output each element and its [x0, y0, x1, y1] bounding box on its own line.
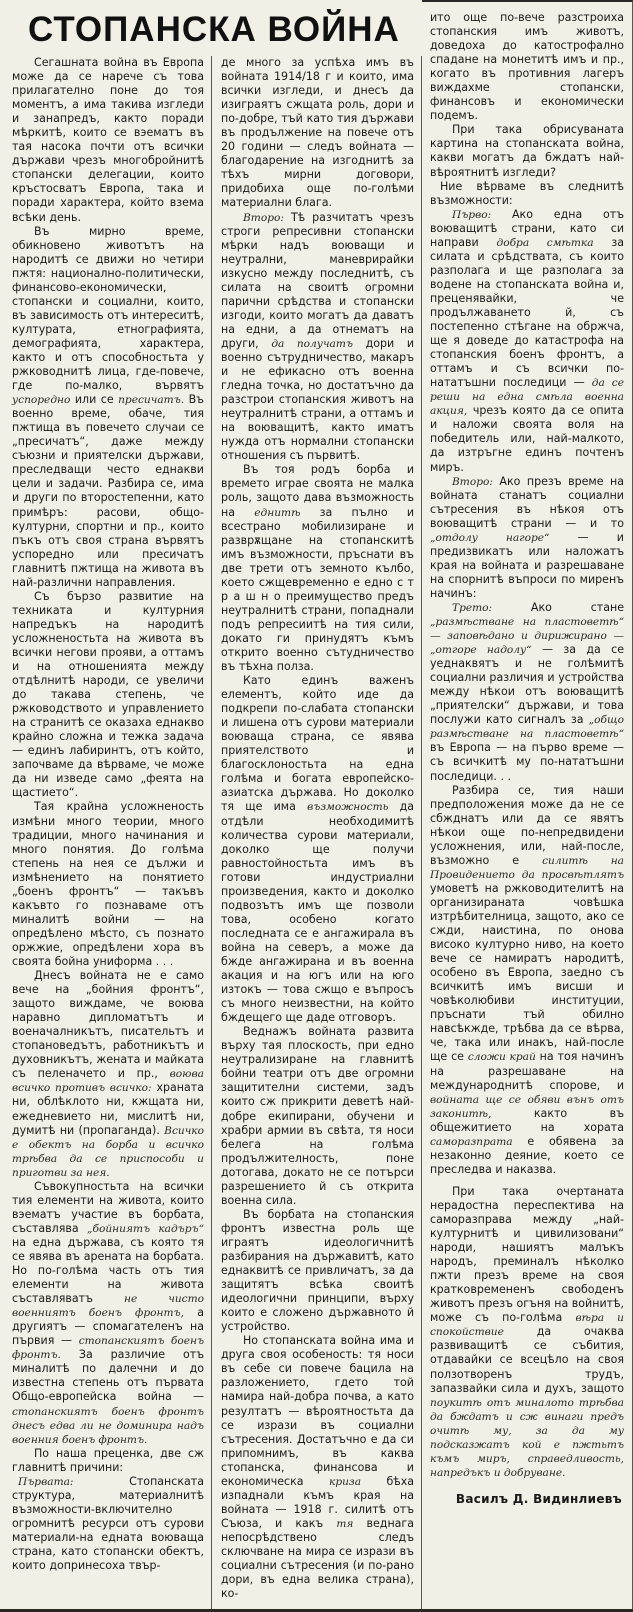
emphasis: да се реши на една смѣла военна акция, [430, 377, 624, 418]
emphasis: Трето: [452, 601, 493, 614]
paragraph: Съ бързо развитие на техниката и културния напредъкъ на народитѣ усложненостьта на живота въ всички негови прояви, а оттамъ и на отношенията между отдѣлнитѣ народи, се увеличи до такава степень, че ржководството и управлението на странитѣ се оказаха еднакво крайно сложна и тежка задача — единъ лабиринтъ, отъ който, започваме да вѣрваме, че може да ни изведе само „феята на щастието“. [12, 589, 204, 800]
emphasis: саморазпрата [430, 1135, 513, 1148]
article-column-2 [212, 56, 422, 1609]
emphasis: стопанскиятъ боенъ фронтъ. [12, 1335, 205, 1362]
emphasis: Второ: [452, 475, 493, 488]
text-run: да очаква развиващитѣ се събития, отдавайки се всецѣло на своя ползотворенъ трудъ, запазвайки сила и духъ, защото [430, 1325, 624, 1395]
text-run: за силата и срѣдствата, съ които разполага и ще разполага за водене на стопанската война и, преценявайки, че продължаването й, съ постепенно стѣгане на обржча, ще я доведе до катастрофа на стопанския боенъ фронтъ, а оттамъ и съ всички по-нататъшни последици — [430, 235, 624, 390]
article-column-1 [0, 56, 212, 1609]
paragraph [12, 1180, 204, 1447]
emphasis: „общо размѣстване на пластоветѣ“ [430, 714, 624, 741]
text-run: а другиятъ — спомагателенъ на първия — [12, 1306, 204, 1348]
emphasis: тя [336, 1517, 354, 1530]
text-run: чрезъ която да се опита и наложи своята воля на победитель или, най-малкото, да изтръгне единъ почтенъ миръ. [430, 404, 624, 474]
emphasis: успоредно [12, 394, 71, 407]
paragraph [221, 674, 414, 1025]
emphasis: воюва всичко противъ всичко: [12, 1068, 204, 1095]
text-run: умоветѣ на ржководителитѣ на организираната човѣшка изтрѣбителница, защото, ако се сжди, наистина, по онова високо културно ниво, на което вече се намиратъ народитѣ, особено въ Европа, заедно съ всичкитѣ имъ висши и човѣколюбиви институции, пръснати тъй обилно навсѣкжде, трѣбва да се вѣрва, че, така или инакъ, най-после ще се [430, 881, 624, 1064]
text-run: Разбира се, тия наши предположения може да не се сбжднатъ или да се явятъ нѣкои още по-непредвидени усложнения, или, най-после, възможно е [430, 783, 624, 867]
text-run: Стопанската структура, материалнитѣ възможности-включително огромнитѣ ресурси отъ сурови материали-на едната воюваща страна, като стопански обектъ, които допринесоха твър- [12, 1474, 204, 1573]
text-run: Въ тоя родъ борба и времето играе своята не малка роль, защото дава възможность на [221, 463, 414, 519]
emphasis: сложи край [467, 1051, 536, 1064]
text-run: Ако презъ време на войната станатъ социални сътресения въ нѣкоя отъ воюващитѣ страни — и то [430, 474, 624, 530]
text-run: — и предизвикатъ или наложатъ края на войната и разрешаване на спорнитѣ въпроси по миренъ начинъ: [430, 530, 624, 600]
text-run: да отдѣли необходимитѣ количества сурови материали, доколко ще получи равностойностьта имъ въ готови индустриални произведения, както и доколко подвозътъ имъ ще позволи това, особено когато последната се е ангажирала въ война на северъ, а може да бжде ангажирана и въ военна акация и на югъ или на юго изтокъ — това сжщо е въпросъ съ много неизвестни, на който бждещего ще даде отговоръ. [221, 800, 414, 1025]
emphasis: Първата: [18, 1475, 74, 1488]
paragraph [430, 475, 624, 601]
emphasis: Всичко е обектъ на борба и всичко трѣбва да се приспособи и приготви за нея. [12, 1124, 204, 1179]
paragraph [430, 784, 624, 1177]
paragraph: де много за успѣха имъ въ войната 1914/18 г и които, има всички изгледи, и днесъ да изиграятъ сжщата роль, дори и по-добре, тъй като тия държави въ продължение на повече отъ 20 години — следъ войната — благодарение на изгоднитѣ за тѣхъ мирни договори, придобиха още по-голѣми материални блага. [221, 56, 414, 210]
emphasis: „отдолу нагоре“ [430, 531, 550, 544]
paragraph: Веднажъ войната развита върху тая плоскость, при едно неутрализиране на главнитѣ бойни театри отъ две огромни защитителни системи, задъ които сж прикрити деветѣ най-добре екипирани, обучени и храбри армии въ свѣта, тя носи белега на голѣма продължителность, поне дотогава, докато не се потърси разрешението й съ открита военна сила. [221, 1025, 414, 1207]
text-run: веднага непосрѣдствено следъ сключване на мира се изрази въ социални сътресения (и по-рано дори, въ една велика страна), ко- [221, 1516, 415, 1601]
emphasis: Второ: [243, 211, 284, 224]
emphasis: вѣра и спокойствие [430, 1312, 624, 1339]
text-run: Днесъ войната не е само вече на „бойния фронтъ“, защото виждаме, че воюва наравно дипломатътъ и военачалникътъ, писательтъ и стопановедътъ, работникътъ и духовникътъ, жената и майката съ пеленачето и пр., [12, 969, 204, 1081]
paragraph [221, 463, 414, 674]
emphasis: добра смѣтка [496, 236, 594, 249]
text-run: на тоя начинъ на разрешаване на международнитѣ спорове, и [430, 1050, 624, 1092]
emphasis: еднитѣ [254, 506, 301, 519]
text-run: Въ мирно време, обикновено животътъ на народитѣ се движи но четири пжтя: национално-политически, финансово-економически, стопански и социални, които, въ зависимость отъ интереситѣ, културата, етнографията, демографията, характера, както и отъ способностьта у ржководнитѣ лица, где-повече, где по-малко, вървятъ [12, 224, 204, 393]
text-run: е обявена за незаконно деяние, което се преследва и наказва. [430, 1134, 624, 1176]
emphasis: поукитѣ отъ миналото трѣбва да бждатъ и сж винаги предъ очитѣ му, за да му подсказжатъ кой е пжтьтъ къмъ миръ, справедливость, напредъкъ и добруване. [430, 1396, 624, 1479]
paragraph-gap [430, 1177, 624, 1185]
emphasis: стопанскиятъ боенъ фронтъ днесъ едва ли не доминира надъ военния боенъ фронтъ. [12, 1405, 204, 1446]
paragraph: При така обрисуваната картина на стопанската война, какви могатъ да бждатъ най-вѣроятнитѣ изгледи? [430, 123, 624, 179]
text-run: Ако една отъ воюващитѣ страни, като си направи [430, 207, 624, 249]
emphasis: силитѣ на Провидението да просвѣтлятъ [430, 854, 624, 881]
text-run: За различие отъ миналитѣ по далечни и до известна степень отъ първата Общо-европейска война — [12, 1348, 204, 1404]
text-run: бѣха изпаднали къмъ края на войната — 1918 г. силитѣ отъ Съюза, и какъ [221, 1474, 415, 1530]
text-run: както въ общежитието на хората [430, 1106, 625, 1134]
article-column-3 [422, 0, 633, 1609]
paragraph: Сегашната война въ Европа може да се нарече съ това прилагателно поне до тоя моментъ, а има такива изгледи и занапредъ, както поради мѣркитѣ, които се вэематъ въ тая насока почти отъ всички държави чрезъ многобройнитѣ стопански делегации, които кръстосватъ Европа, така и поради характера, който взема всѣки день. [12, 56, 204, 224]
emphasis: „размѣстване на пластоветѣ“ — заповѣдано и дирижирано — „отгоре надолу“ [430, 616, 624, 657]
paragraph [430, 1185, 624, 1480]
paragraph: Тая крайна усложненость измѣни много теории, много традиции, много начинания и много понятия. До голѣма степень на нея се дължи и измѣнението на понятието „боенъ фронтъ“ — такъвъ какъвто го познаваме отъ миналитѣ войни — на опредѣлено мѣсто, съ познато оржжие, опредѣлени хора въ своята бойна униформа . . . [12, 800, 204, 968]
emphasis: възможность [307, 801, 389, 814]
text-run: При така очертаната нерадостна переспектива на саморазправа между „най-културнитѣ и цивилизовани“ народи, нашиятъ малъкъ народъ, преминалъ нѣколко пжти презъ време на своя кратковремененъ свободенъ животъ презъ огъня на войнитѣ, може съ по-голѣма [430, 1184, 624, 1325]
emphasis: Първо: [452, 208, 492, 221]
text-run: Но стопанската война има и друга своя особеность: тя носи въ себе си повече бацила на разложението, гдето той намира най-добра почва, а като резултатъ — вѣроятностьта да се изрази въ социални сътресения. Достатъчно е да си припомнимъ, въ каква стопанска, финансова и економическа [221, 1334, 414, 1488]
paragraph: Ние вѣрваме въ следнитѣ възможности: [430, 179, 624, 207]
paragraph: Въ борбата на стопанския фронтъ известна роль ще играятъ идеологичнитѣ разбирания на държавитѣ, като еднаквитѣ се привличатъ, за да защитятъ всѣка своитѣ идеологични принципи, върху които е сложено държавното й устройство. [221, 1207, 414, 1334]
emphasis: пресичатъ. [118, 394, 185, 407]
text-run: дори и военно сътрудничество, макаръ и не ефикасно отъ военна гледна точка, но достатъчно да разстрои стопанския животъ на неутралнитѣ страни, а оттамъ и на воюващитѣ, както иматъ нужда отъ нормални стопански отношения съ първитѣ. [221, 336, 414, 463]
text-run: храната ни, облѣклото ни, кжщата ни, ежедневието ни, мислитѣ ни, думитѣ ни (пропаганда). [12, 1081, 204, 1137]
emphasis: не чисто военниятъ боенъ фронтъ, [12, 1293, 204, 1320]
text-run: Съвокупностьта на всички тия елементи на живота, които вэематъ участие въ борбата, съставлява [12, 1179, 204, 1235]
text-run: или се [74, 393, 114, 407]
paragraph [12, 225, 204, 590]
paragraph [12, 969, 204, 1180]
paragraph: По наша преценка, две сж главнитѣ причини: [12, 1446, 204, 1474]
emphasis: войната ще се обяви вънъ отъ законитѣ, [430, 1093, 624, 1120]
emphasis: криза [329, 1475, 362, 1488]
text-run: на една държава, съ която тя се явява въ арената на борбата. Но по-голѣма часть отъ тия елементи на живота съставляватъ [12, 1235, 204, 1306]
text-run: Като единъ важенъ елементъ, който иде да подкрепи по-слабата стопански и лишена отъ сурови материали воюваща страна, се явява приятелството и благосклоностьта на една голѣма и богата европейско-азиатска държава. Но доколко тя ще има [221, 674, 414, 814]
paragraph [12, 1475, 204, 1573]
title-area [0, 0, 422, 56]
paragraph [221, 1334, 414, 1601]
text-run: въ Европа — на първо време — съ всичкитѣ му по-нататъшни последици. . . [430, 741, 624, 783]
emphasis: да получатъ [271, 337, 353, 350]
article-title: СТОПАНСКА ВОЙНА [28, 10, 400, 49]
text-run: Тѣ разчитатъ чрезъ строги репресивни стопански мѣрки надъ воюващи и неутрални, маневрирайки изкусно между последнитѣ, съ силата на своитѣ огромни парични срѣдства и стопански изгоди, които могатъ да даватъ на едни, а да отнематъ на други, [221, 210, 415, 350]
paragraph: ито още по-вече разстроиха стопанския имъ животъ, доведоха до катострофално спадане на монетитѣ имъ и пр., когато въ противния лагеръ виждахме стопански, финансовъ и економически подемъ. [430, 11, 624, 123]
author-signature: Василъ Д. Видинлиевъ [455, 1491, 622, 1506]
text-run: Въ военно време, обаче, тия пжтища въ повечето случаи се „пресичатъ“, даже между съюзни и приятелски държави, преследващи често еднакви цели и задачи. Разбира се, има и други по второстепенни, като примѣръ: расови, общо-културни, спортни и пр., които пъкъ отъ своя страна вървятъ успоредно или пресичатъ главнитѣ пжтища на живота въ най-различни направления. [12, 393, 204, 589]
paragraph [430, 208, 624, 475]
emphasis: „бойниятъ кадъръ“ [87, 1222, 205, 1235]
paragraph [221, 211, 414, 464]
text-run: Ако стане [530, 600, 625, 614]
paragraph [430, 601, 624, 784]
text-run: — за да се уеднаквятъ и не голѣмитѣ социални различия и устройства между нѣкои отъ воюващитѣ „приятелски“ държави, и това послужи като сигналъ за [430, 643, 624, 727]
text-run: за пълно и всестрано мобилизиране и разврѫщане на стопанскитѣ имъ възможности, пръснати въ две трети отъ земното кълбо, което сжщевременно е едно с т р а ш н о преимущество предъ неутралнитѣ страни, попаднали подъ репресиитѣ на тия сили, докато ги принудятъ къмъ открито военно сътудничество въ тѣхна полза. [221, 505, 415, 674]
